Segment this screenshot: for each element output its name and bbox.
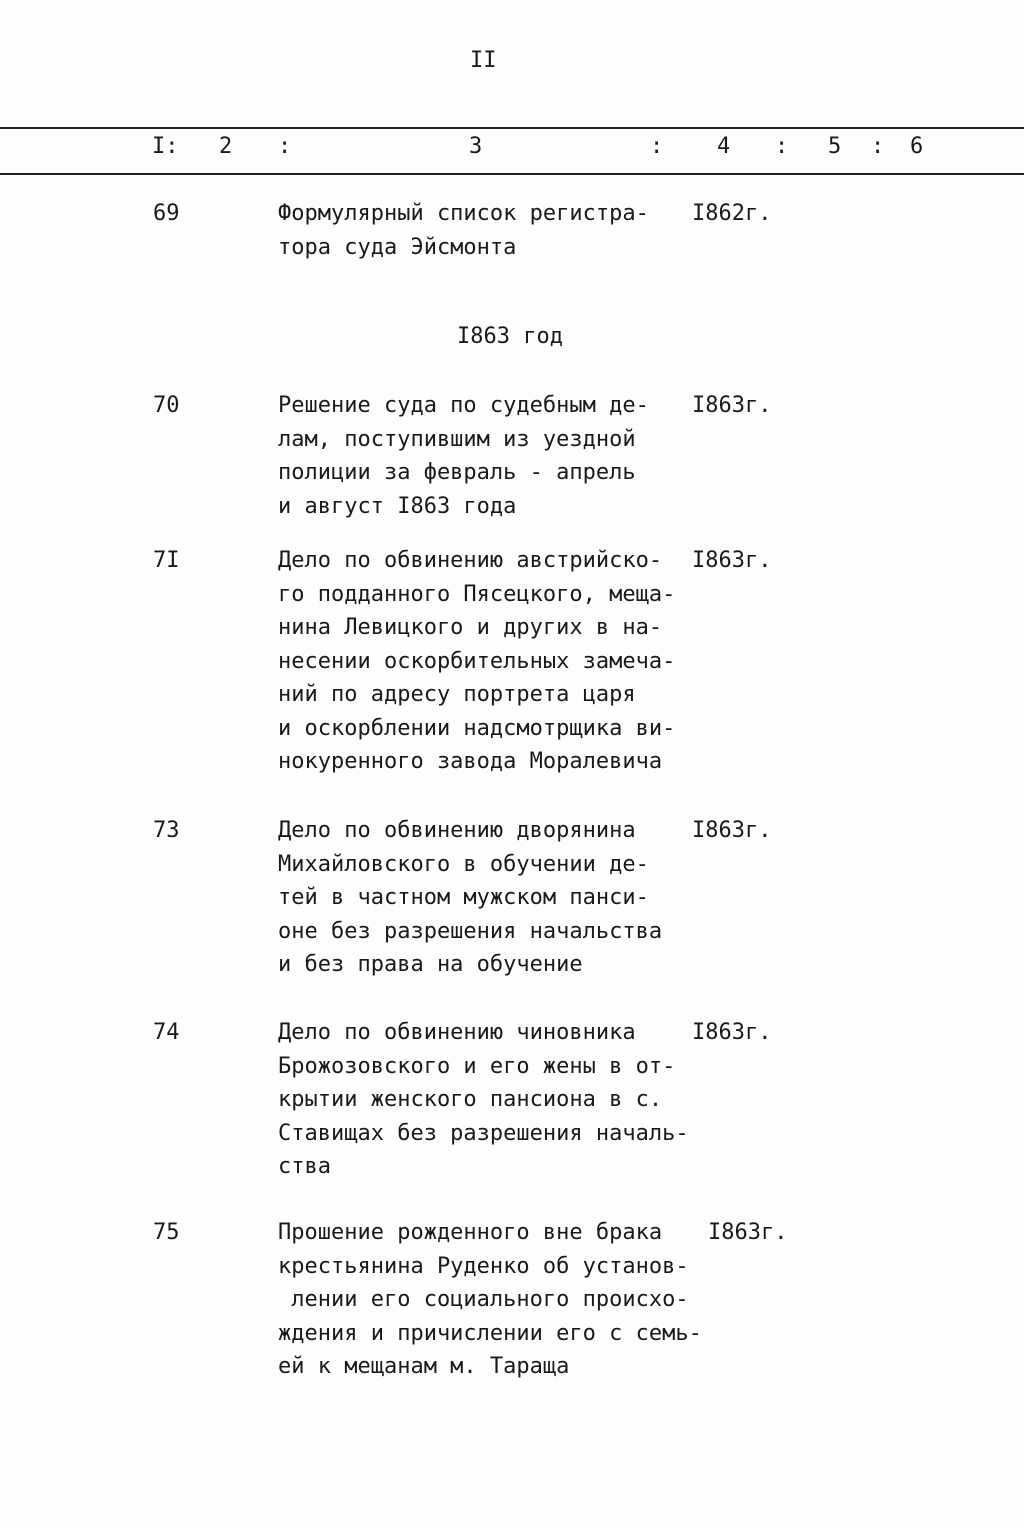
entry-number: 75 <box>153 1220 180 1245</box>
column-separator: : <box>650 134 664 159</box>
entry-line: лении его социального происхо- <box>278 1287 689 1312</box>
entry-line: Формулярный список регистра- <box>278 201 649 226</box>
entry-line: крытии женского пансиона в с. <box>278 1087 663 1112</box>
column-6: 6 <box>910 134 924 159</box>
entry-date: I863г. <box>692 393 772 418</box>
header-top-rule <box>0 127 1024 129</box>
entry-number: 69 <box>153 201 180 226</box>
entry-line: го подданного Пясецкого, меща- <box>278 581 676 607</box>
entry-description <box>278 814 662 982</box>
entry-line: Дело по обвинению дворянина <box>278 818 636 843</box>
entry-date: I863г. <box>692 1020 772 1045</box>
column-separator: : <box>278 134 292 159</box>
entry-line: нина Левицкого и других в на- <box>278 615 663 640</box>
column-1: I: <box>152 134 179 159</box>
entry-line: оне без разрешения начальства <box>278 918 663 944</box>
entry-description <box>278 389 649 523</box>
entry-date: I862г. <box>692 201 772 226</box>
entry-line: ний по адресу портрета царя <box>278 682 636 707</box>
entry-line: Дело по обвинению австрийско- <box>278 548 663 573</box>
entry-number: 70 <box>153 393 180 418</box>
entry-line: крестьянина Руденко об установ- <box>278 1253 689 1279</box>
column-3: 3 <box>469 134 483 159</box>
entry-line: Решение суда по судебным де- <box>278 393 649 418</box>
entry-line: Дело по обвинению чиновника <box>278 1020 636 1045</box>
entry-date: I863г. <box>692 818 772 843</box>
entry-description <box>278 1216 702 1384</box>
entry-description <box>278 544 675 779</box>
entry-line: Брожозовского и его жены в от- <box>278 1053 676 1079</box>
entry-description <box>278 1016 689 1184</box>
entry-date: I863г. <box>708 1220 788 1245</box>
entry-line: ей к мещанам м. Тараща <box>278 1354 570 1379</box>
section-title: I863 год <box>457 324 563 349</box>
entry-line: ждения и причислении его с семь- <box>278 1320 702 1346</box>
column-separator: : <box>775 134 789 159</box>
column-2: 2 <box>219 134 233 159</box>
entry-number: 74 <box>153 1020 180 1045</box>
page-number: II <box>470 48 497 73</box>
entry-line: и оскорблении надсмотрщика ви- <box>278 715 676 741</box>
entry-line: Прошение рожденного вне брака <box>278 1220 663 1245</box>
entry-line: и без права на обучение <box>278 952 583 977</box>
entry-line: Михайловского в обучении де- <box>278 851 649 877</box>
entry-line: тора суда Эйсмонта <box>278 234 517 260</box>
entry-description <box>278 197 649 264</box>
entry-line: Ставищах без разрешения началь- <box>278 1120 689 1146</box>
column-4: 4 <box>717 134 731 159</box>
entry-line: ства <box>278 1154 331 1179</box>
entry-line: нокуренного завода Моралевича <box>278 749 663 774</box>
entry-number: 7I <box>153 548 180 573</box>
entry-line: полиции за февраль - апрель <box>278 460 636 485</box>
entry-number: 73 <box>153 818 180 843</box>
entry-line: лам, поступившим из уездной <box>278 426 636 452</box>
column-5: 5 <box>828 134 842 159</box>
header-bottom-rule <box>0 173 1024 175</box>
entry-line: и август I863 года <box>278 493 517 519</box>
column-separator: : <box>871 134 885 159</box>
entry-date: I863г. <box>692 548 772 573</box>
entry-line: тей в частном мужском панси- <box>278 885 649 910</box>
entry-line: несении оскорбительных замеча- <box>278 648 676 674</box>
